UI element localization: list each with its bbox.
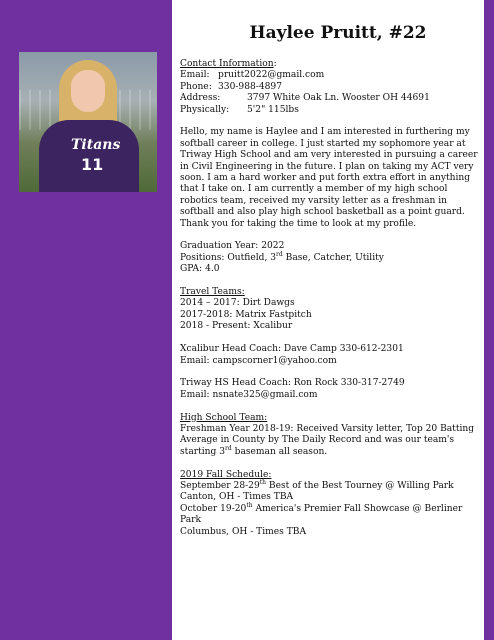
fall-event-2: October 19-20th America's Premier Fall Showcase @ Berliner Park xyxy=(180,501,463,526)
travel-teams-heading: Travel Teams: xyxy=(180,287,245,298)
page-title: Haylee Pruitt, #22 xyxy=(249,23,427,43)
contact-address: Address: 3797 White Oak Ln. Wooster OH 44691 xyxy=(180,93,430,104)
gpa: GPA: 4.0 xyxy=(180,264,220,275)
fall-event-1-location: Canton, OH - Times TBA xyxy=(180,492,294,503)
triway-email: Email: nsnate325@gmail.com xyxy=(180,389,318,400)
bio-paragraph: Hello, my name is Haylee and I am interested in furthering my softball career in college. I just started my sophomore year at Triway High School and am very interested in pursuing a career in Civil Engineering in the future. I plan on taking my ACT very soon. I am a hard worker and put forth extra effort in anything that I take on. I am currently a member of my high school robotics team, received my varsity letter as a freshman in softball and also play high school basketball as a point guard. Thank you for taking the time to look at my profile. xyxy=(180,127,478,229)
xcalibur-email: Email: campscorner1@yahoo.com xyxy=(180,355,337,366)
travel-team-item: 2014 – 2017: Dirt Dawgs xyxy=(180,298,295,309)
fall-event-1: September 28-29th Best of the Best Tourney @ Willing Park xyxy=(180,478,454,491)
contact-heading: Contact Information: xyxy=(180,59,277,69)
jersey-number: 11 xyxy=(81,155,104,174)
purple-right-border xyxy=(484,0,494,640)
fall-schedule-heading: 2019 Fall Schedule: xyxy=(180,469,272,480)
contact-phone: Phone: 330-988-4897 xyxy=(180,81,283,92)
travel-team-item: 2018 - Present: Xcalibur xyxy=(180,321,293,332)
fall-event-2-location: Columbus, OH - Times TBA xyxy=(180,526,307,537)
travel-team-item: 2017-2018: Matrix Fastpitch xyxy=(180,309,312,320)
xcalibur-coach: Xcalibur Head Coach: Dave Camp 330-612-2301 xyxy=(180,344,404,355)
jersey-text: Titans xyxy=(71,137,121,153)
positions: Positions: Outfield, 3rd Base, Catcher, Utility xyxy=(180,250,384,263)
triway-coach: Triway HS Head Coach: Ron Rock 330-317-2749 xyxy=(180,378,405,389)
contact-email: Email: pruitt2022@gmail.com xyxy=(180,70,325,81)
high-school-team-text: Freshman Year 2018-19: Received Varsity letter, Top 20 Batting Average in County by The Daily Record and was our team's starting 3rd baseman all season. xyxy=(180,423,475,457)
profile-content xyxy=(180,22,480,538)
high-school-team-heading: High School Team: xyxy=(180,412,268,423)
graduation-year: Graduation Year: 2022 xyxy=(180,241,285,252)
contact-physical: Physically: 5'2" 115lbs xyxy=(180,104,299,115)
player-photo xyxy=(19,52,157,192)
